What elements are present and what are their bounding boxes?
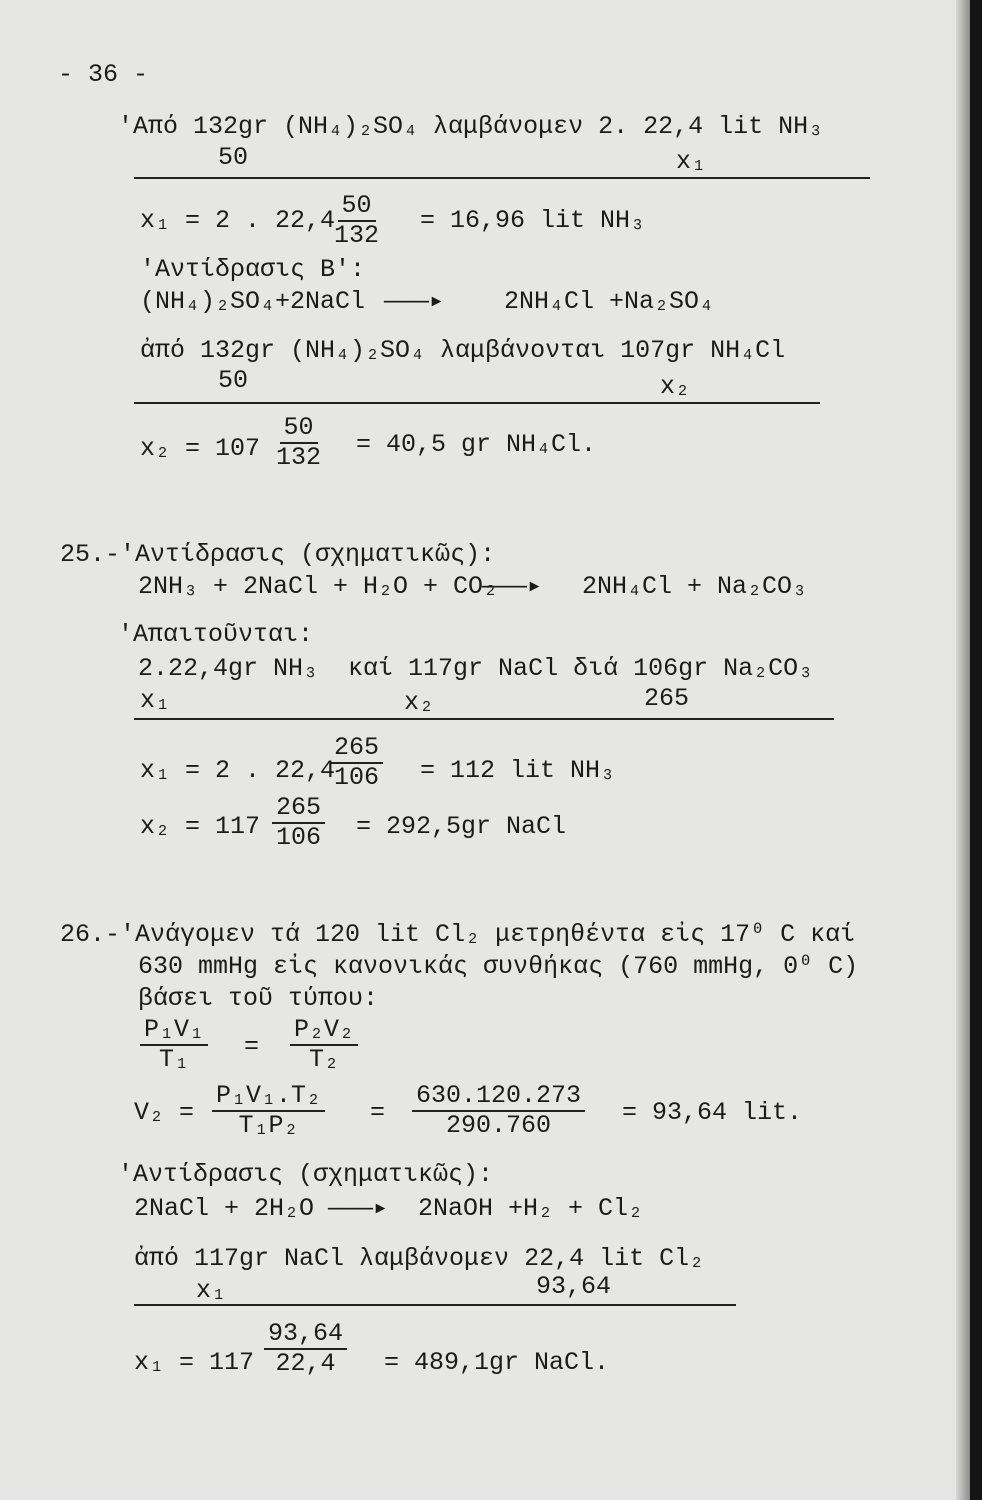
block1-row1-left: 50 (218, 143, 249, 172)
block1-x2-num: 50 (280, 414, 318, 444)
block1-x1-fraction (330, 192, 383, 250)
problem25-x1-num: 265 (330, 734, 383, 764)
problem26-x1-den: 22,4 (275, 1349, 336, 1378)
problem26-x1-fraction (264, 1320, 347, 1378)
problem25-x2-num: 265 (272, 794, 325, 824)
page-number: - 36 - (58, 60, 149, 89)
problem25-reaction-right: 2NH₄Cl + Na₂CO₃ (582, 572, 808, 601)
problem25-x2-lhs: x₂ = 117 (140, 812, 261, 841)
block1-x2-fraction (272, 414, 325, 472)
block1-row2-right: x₂ (660, 372, 691, 401)
problem25-x1-fraction (330, 734, 383, 792)
proportion-rule-2 (134, 402, 820, 404)
problem25-x1-rhs: = 112 lit NH₃ (420, 756, 616, 785)
problem26-eq2: = (370, 1098, 386, 1127)
problem26-f1-den: T₁ (159, 1045, 190, 1074)
problem25-row-x2: x₂ (404, 688, 435, 717)
problem26-reaction-left: 2NaCl + 2H₂O (134, 1194, 315, 1223)
problem26-x1-lhs: x₁ = 117 (134, 1348, 255, 1377)
block1-reaction-left: (NH₄)₂SO₄+2NaCl (140, 287, 366, 316)
problem26-f2-num: P₂V₂ (290, 1016, 358, 1046)
problem26-v2-rhs: = 93,64 lit. (622, 1098, 803, 1127)
problem26-formula-left (140, 1016, 208, 1074)
problem26-line1: 26.-'Ανάγομεν τά 120 lit Cl₂ μετρηθέντα εἰς 17⁰ C καί (60, 920, 856, 949)
problem25-x2-fraction (272, 794, 325, 852)
problem25-row-265: 265 (644, 684, 690, 713)
block1-row2-left: 50 (218, 366, 249, 395)
page-edge (970, 0, 982, 1500)
problem26-line3: βάσει τοῦ τύπου: (138, 984, 379, 1013)
problem25-x2-rhs: = 292,5gr NaCl (356, 812, 567, 841)
block1-x1-num: 50 (338, 192, 376, 222)
block1-row1-right: x₁ (676, 147, 707, 176)
problem25-reaction-left: 2NH₃ + 2NaCl + H₂O + CO₂ (138, 572, 499, 601)
problem26-v2-lhs: V₂ = (134, 1098, 195, 1127)
problem26-f1-num: P₁V₁ (140, 1016, 208, 1046)
problem26-row-x1: x₁ (196, 1276, 227, 1305)
problem26-line4: ἀπό 117gr NaCl λαμβάνομεν 22,4 lit Cl₂ (134, 1244, 705, 1273)
block1-reaction-right: 2NH₄Cl +Na₂SO₄ (504, 287, 715, 316)
problem26-formula-right (290, 1016, 358, 1074)
problem26-eq: = (244, 1032, 260, 1061)
block1-line2: ἀπό 132gr (NH₄)₂SO₄ λαμβάνονται 107gr NH₄Cl (140, 336, 786, 365)
block1-x1-lhs: x₁ = 2 . 22,4 (140, 206, 336, 235)
block1-reaction-title: 'Αντίδρασις Β': (140, 255, 366, 284)
page-edge-shadow (956, 0, 970, 1500)
proportion-rule-1 (134, 177, 870, 179)
problem26-v2-formula (212, 1082, 325, 1140)
block1-x1-den: 132 (334, 221, 380, 250)
block1-reaction-arrow: ———▸ (384, 287, 445, 316)
problem25-x1-den: 106 (334, 763, 380, 792)
block1-x2-den: 132 (276, 443, 322, 472)
proportion-rule-4 (134, 1304, 736, 1306)
problem26-f2-den: T₂ (309, 1045, 340, 1074)
problem26-reaction-title: 'Αντίδρασις (σχηματικῶς): (118, 1160, 494, 1189)
problem26-f3-den: T₁P₂ (238, 1111, 299, 1140)
problem26-x1-num: 93,64 (264, 1320, 347, 1350)
block1-x1-rhs: = 16,96 lit NH₃ (420, 206, 646, 235)
problem25-x1-lhs: x₁ = 2 . 22,4 (140, 756, 336, 785)
problem26-v2-values (412, 1082, 585, 1140)
problem25-required: 'Απαιτοῦνται: (118, 620, 314, 649)
problem26-reaction-right: 2NaOH +H₂ + Cl₂ (418, 1194, 644, 1223)
problem26-f4-den: 290.760 (446, 1111, 552, 1140)
proportion-rule-3 (134, 718, 834, 720)
problem26-reaction-arrow: ———▸ (328, 1194, 389, 1223)
problem26-line2: 630 mmHg εἰς κανονικάς συνθήκας (760 mmHg, 0⁰ C) (138, 952, 859, 981)
problem25-row-x1: x₁ (140, 686, 171, 715)
problem26-f4-num: 630.120.273 (412, 1082, 585, 1112)
problem26-row-val: 93,64 (536, 1272, 612, 1301)
problem26-f3-num: P₁V₁.T₂ (212, 1082, 325, 1112)
block1-x2-rhs: = 40,5 gr NH₄Cl. (356, 430, 597, 459)
problem25-heading: 25.-'Αντίδρασις (σχηματικῶς): (60, 540, 496, 569)
problem25-reaction-arrow: ———▸ (482, 572, 543, 601)
problem25-line: 2.22,4gr NH₃ καί 117gr NaCl διά 106gr Na₂CO₃ (138, 654, 814, 683)
problem26-x1-rhs: = 489,1gr NaCl. (384, 1348, 610, 1377)
problem25-x2-den: 106 (276, 823, 322, 852)
block1-line1: 'Από 132gr (NH₄)₂SO₄ λαμβάνομεν 2. 22,4 lit NH₃ (118, 112, 824, 141)
block1-x2-lhs: x₂ = 107 (140, 434, 261, 463)
